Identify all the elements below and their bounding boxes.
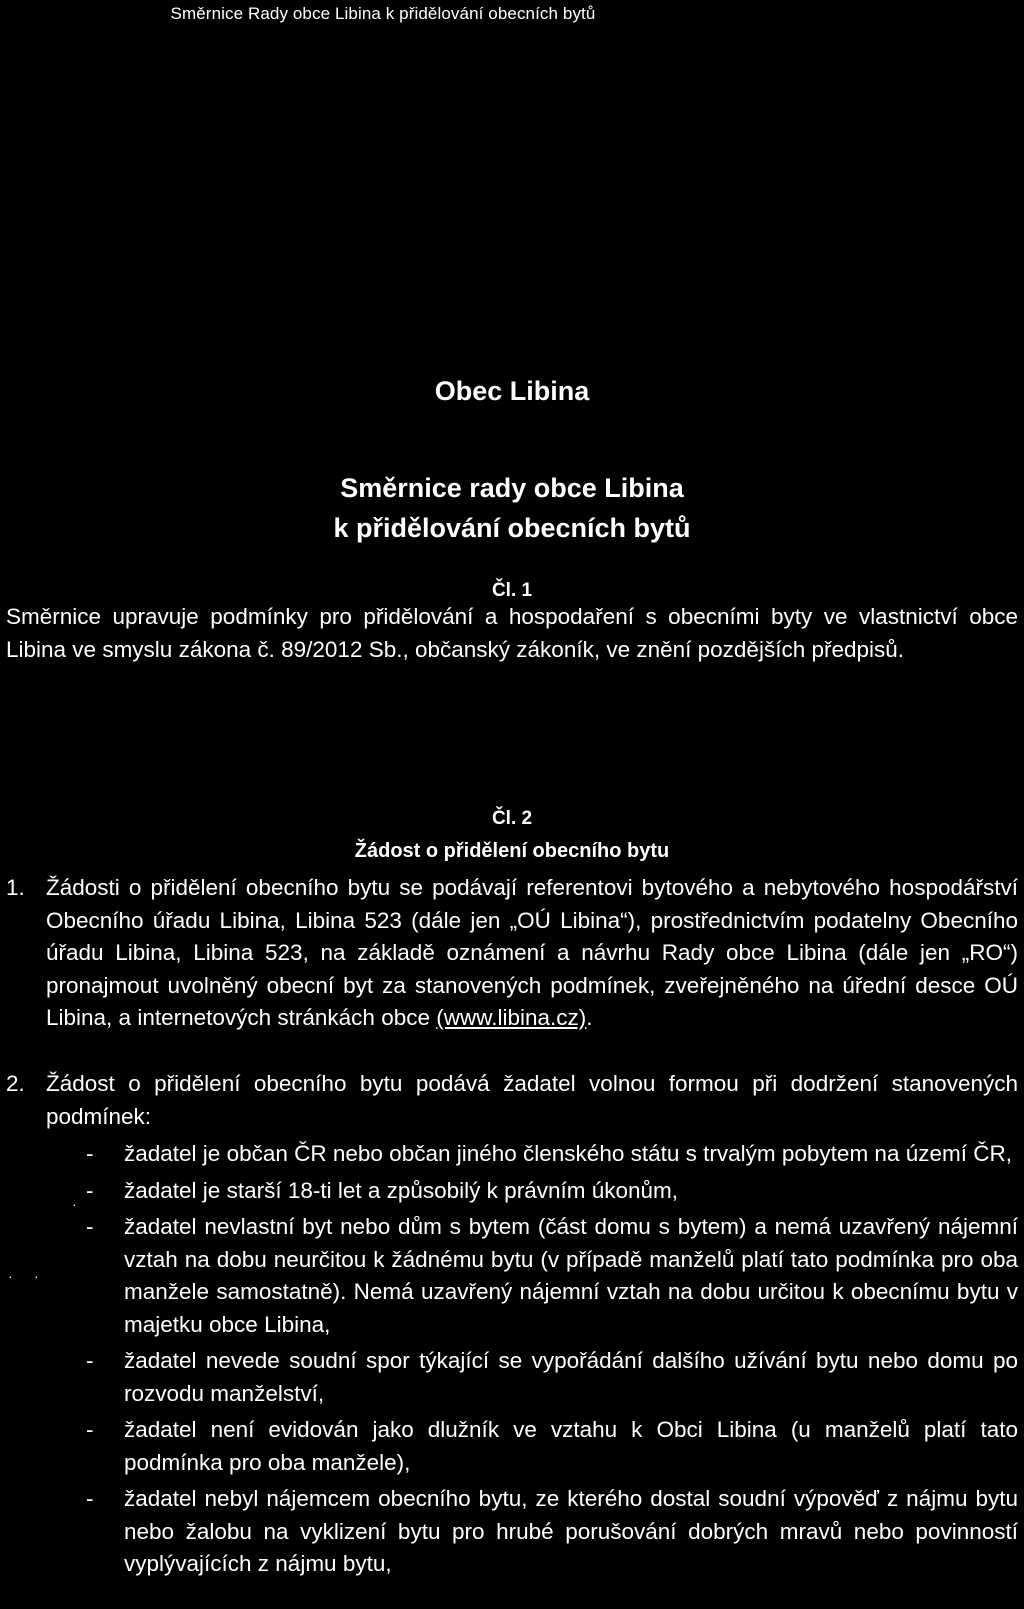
item-number: 1. <box>6 875 25 900</box>
condition-text: žadatel je občan ČR nebo občan jiného členského státu s trvalým pobytem na území ČR, <box>124 1141 1012 1166</box>
article2-item-2 <box>6 1068 1018 1133</box>
condition-text: žadatel nevlastní byt nebo dům s bytem (část domu s bytem) a nemá uzavřený nájemní vztah na dobu neurčitou k žádnému bytu (v případě manželů platí tato podmínka pro oba manžele samostatně). Nemá uzavřený nájemní vztah na dobu určitou k obecnímu bytu v majetku obce Libina, <box>124 1214 1018 1337</box>
dash-marker: - <box>86 1177 94 1203</box>
condition-item <box>80 1414 1018 1479</box>
dash-marker: - <box>86 1348 94 1373</box>
condition-text: žadatel není evidován jako dlužník ve vztahu k Obci Libina (u manželů platí tato podmínka pro oba manžele), <box>124 1417 1018 1475</box>
municipality-title: Obec Libina <box>434 376 590 406</box>
condition-item <box>80 1345 1018 1410</box>
item-text: Žádost o přidělení obecního bytu podává žadatel volnou formou při dodržení stanovených podmínek: <box>46 1071 1018 1129</box>
dash-marker: - <box>86 1417 94 1442</box>
dash-marker: - <box>86 1141 94 1166</box>
running-header: Směrnice Rady obce Libina k přidělování obecních bytů <box>170 4 596 23</box>
conditions-list <box>80 1138 1018 1585</box>
article2-number: Čl. 2 <box>491 808 533 829</box>
scan-speck: · <box>72 1196 77 1212</box>
condition-text: žadatel nebyl nájemcem obecního bytu, ze kterého dostal soudní výpověď z nájmu bytu nebo žalobu na vyklizení bytu pro hrubé porušování dobrých mravů nebo povinností vyplývajících z nájmu bytu, <box>124 1486 1018 1576</box>
condition-item <box>80 1175 1018 1208</box>
scan-speck: · <box>34 1268 39 1284</box>
directive-title <box>0 468 1024 548</box>
dash-marker: - <box>86 1486 94 1511</box>
condition-text: žadatel nevede soudní spor týkající se vypořádání dalšího užívání bytu nebo domu po rozvodu manželství, <box>124 1348 1018 1406</box>
website-link[interactable]: (www.libina.cz) <box>436 1005 587 1030</box>
item-number: 2. <box>6 1071 25 1096</box>
condition-item <box>80 1138 1018 1171</box>
dash-marker: - <box>86 1214 94 1239</box>
article2-item-1 <box>6 872 1018 1035</box>
item1-body: Žádosti o přidělení obecního bytu se podávají referentovi bytového a nebytového hospodářství Obecního úřadu Libina, Libina 523 (dále jen „OÚ Libina“), prostřednictvím podatelny Obecního úřadu Libina, Libina 523, na základě oznámení a návrhu Rady obce Libina (dále jen „RO“) pronajmout uvolněný obecní byt za stanovených podmínek, zveřejněného na úřední desce OÚ Libina, a internetových stránkách obce <box>46 875 1018 1030</box>
article1-number: Čl. 1 <box>491 580 533 601</box>
item-text <box>46 872 1018 1035</box>
directive-title-line1: Směrnice rady obce Libina <box>340 473 684 503</box>
scan-speck: · <box>8 1268 13 1284</box>
article1-text: Směrnice upravuje podmínky pro přidělování a hospodaření s obecními byty ve vlastnictví obce Libina ve smyslu zákona č. 89/2012 Sb., občanský zákoník, ve znění pozdějších předpisů. <box>6 604 1018 662</box>
condition-item <box>80 1483 1018 1581</box>
item1-end: . <box>586 1005 593 1030</box>
condition-text: žadatel je starší 18-ti let a způsobilý k právním úkonům, <box>124 1177 679 1203</box>
condition-item <box>80 1211 1018 1341</box>
directive-title-line2: k přidělování obecních bytů <box>333 513 691 543</box>
article2-title: Žádost o přidělení obecního bytu <box>354 840 670 862</box>
